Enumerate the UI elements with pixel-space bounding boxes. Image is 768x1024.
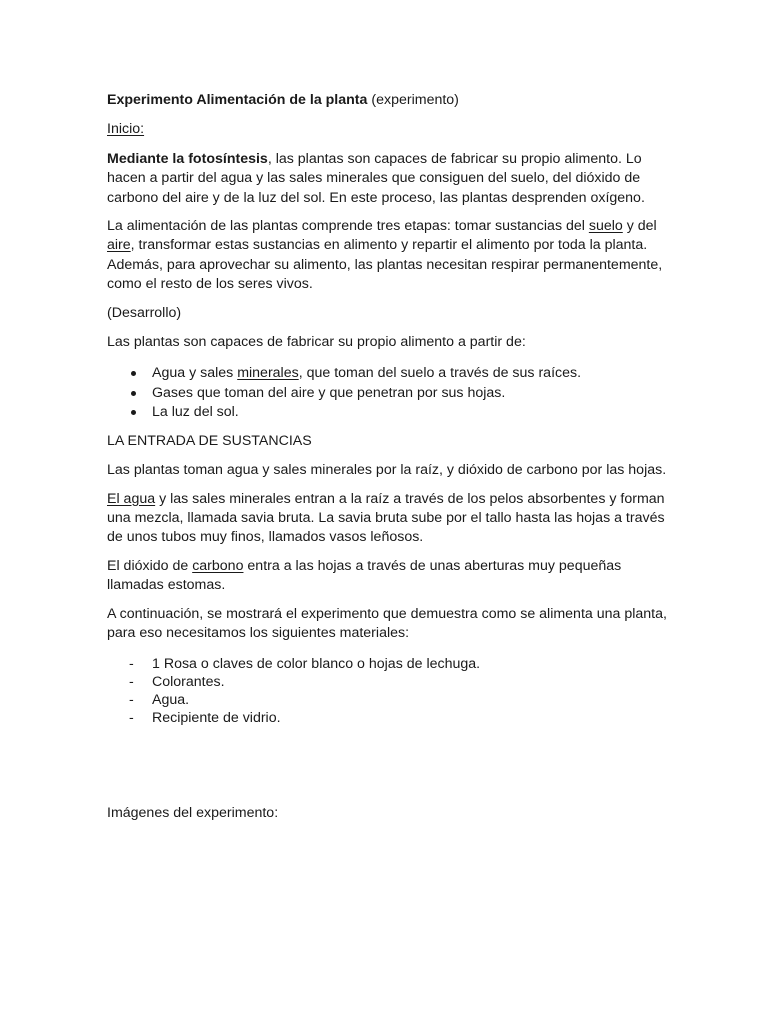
alimentacion-text-2: y del <box>622 218 657 235</box>
title-suffix: (experimento) <box>367 92 459 108</box>
fotosintesis-text: , las plantas son capaces de fabricar su propio alimento. Lo hacen a partir del agua y las sales minerales que consiguen del suelo, del dióxido de carbono del aire y de la luz del sol. En este proceso, las plantas desprenden oxígeno. <box>107 150 645 206</box>
paragraph-agua <box>107 490 667 548</box>
dioxido-text-1: El dióxido de <box>107 557 193 574</box>
paragraph-continuacion: A continuación, se mostrará el experimento que demuestra como se alimenta una planta, para eso necesitamos los siguientes materiales: <box>107 605 667 641</box>
alimentacion-text-1: La alimentación de las plantas comprende tres etapas: tomar sustancias del <box>107 218 589 235</box>
inicio-label: Inicio: <box>107 121 145 138</box>
list-item: Gases que toman del aire y que penetran por sus hojas. <box>107 384 667 403</box>
alimentacion-text-3: , transformar estas sustancias en alimento y repartir el alimento por toda la planta. Además, para aprovechar su alimento, las plantas necesitan respirar permanentemente, como el resto de los seres vivos. <box>107 237 663 293</box>
paragraph-dioxido <box>107 557 667 596</box>
paragraph-fabricar: Las plantas son capaces de fabricar su propio alimento a partir de: <box>107 334 526 351</box>
document-page <box>107 91 667 824</box>
spacer <box>107 727 667 804</box>
link-minerales[interactable]: minerales <box>237 365 299 382</box>
link-aire[interactable]: aire <box>107 237 131 254</box>
section-inicio <box>107 120 667 139</box>
list-item: - 1 Rosa o claves de color blanco o hojas de lechuga. <box>107 655 667 673</box>
agua-text: y las sales minerales entran a la raíz a través de los pelos absorbentes y forman una mezcla, llamada savia bruta. La savia bruta sube por el tallo hasta las hojas a través de unos tubos muy finos, llamados vasos leñosos. <box>107 490 665 546</box>
fotosintesis-bold: Mediante la fotosíntesis <box>107 150 268 167</box>
bullet-list <box>107 364 667 422</box>
paragraph-imagenes: Imágenes del experimento: <box>107 805 279 822</box>
materials-list <box>107 655 667 727</box>
link-carbono[interactable]: carbono <box>192 557 244 574</box>
list-item: - Recipiente de vidrio. <box>107 709 667 727</box>
list-item <box>107 364 667 383</box>
dioxido-text-2: entra a las hojas a través de unas aberturas muy pequeñas llamadas estomas. <box>107 557 622 594</box>
title-bold: Experimento Alimentación de la planta <box>107 92 368 108</box>
paragraph-toman: Las plantas toman agua y sales minerales por la raíz, y dióxido de carbono por las hojas. <box>107 462 667 479</box>
link-el-agua[interactable]: El agua <box>107 490 156 507</box>
bullet-1-text-a: Agua y sales <box>152 365 238 382</box>
list-item: - Colorantes. <box>107 673 667 691</box>
link-suelo[interactable]: suelo <box>588 218 623 235</box>
document-title <box>107 91 667 110</box>
list-item: La luz del sol. <box>107 403 667 422</box>
paragraph-alimentacion <box>107 217 667 295</box>
section-desarrollo: (Desarrollo) <box>107 304 182 321</box>
list-item: - Agua. <box>107 691 667 709</box>
bullet-1-text-b: , que toman del suelo a través de sus raíces. <box>298 365 582 382</box>
section-heading-entrada: LA ENTRADA DE SUSTANCIAS <box>107 432 312 449</box>
paragraph-fotosintesis <box>107 150 667 208</box>
